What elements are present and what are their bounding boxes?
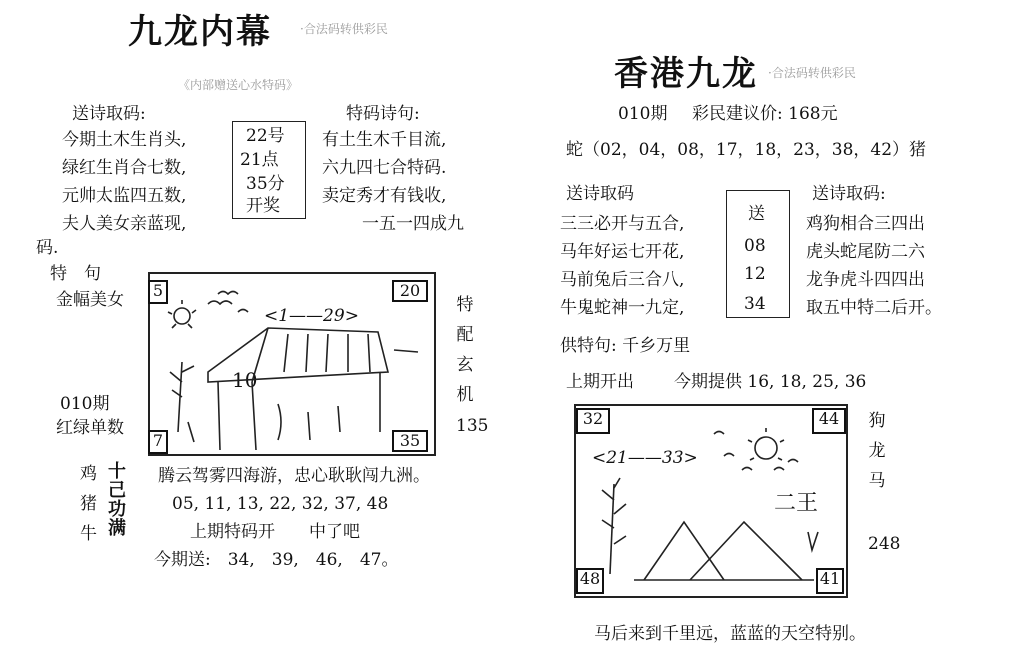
special-phrase-label: 特 句: [50, 264, 101, 284]
mountain-sketch: [574, 404, 844, 594]
right-poem-line-right: 鸡狗相合三四出: [806, 214, 925, 234]
left-poem-label: 送诗取码:: [72, 104, 146, 124]
right-poem-line: 马年好运七开花,: [560, 242, 685, 262]
left-subtitle: ·合法码转供彩民: [300, 22, 388, 36]
left-subheading: 《内部赠送心水特码》: [178, 78, 299, 92]
left-poem-line-right: 有土生木千目流,: [322, 130, 447, 150]
right-poem-label-right: 送诗取码:: [812, 184, 886, 204]
animal: 牛: [80, 524, 97, 544]
left-poem-line-right: 一五一四成九: [362, 214, 464, 234]
side-vertical-text: 特 配 玄 机: [456, 295, 474, 405]
corner-number: 41: [816, 568, 844, 594]
right-title-faint: ·合法码转供彩民: [768, 66, 856, 80]
draw-time-line: 开奖: [246, 196, 280, 216]
corner-number: 5: [148, 280, 168, 304]
left-period: 010期: [60, 394, 110, 414]
right-side-number: 248: [868, 534, 901, 554]
left-poem-line: 元帅太监四五数,: [62, 186, 187, 206]
right-bottom-verse: 马后来到千里远，蓝蓝的天空特别。: [594, 624, 866, 644]
left-numbers: 05, 11, 13, 22, 32, 37, 48: [172, 494, 389, 514]
right-last-line-a: 上期开出: [566, 372, 634, 392]
right-price: 彩民建议价: 168元: [692, 104, 838, 124]
left-last-period: 上期特码开 中了吧: [190, 522, 360, 542]
draw-time-line: 22号: [246, 126, 285, 146]
left-poem-line-right: 卖定秀才有钱收,: [322, 186, 447, 206]
send-box-line: 12: [744, 264, 766, 284]
side-number: 135: [456, 416, 489, 436]
right-title: 香港九龙: [614, 54, 758, 94]
sketch-numbers: <1——29>: [264, 306, 359, 326]
left-poem-line-right: 六九四七合特码.: [322, 158, 447, 178]
house-sketch: [148, 272, 432, 452]
sketch-numbers: <21——33>: [592, 448, 698, 468]
left-poem-label-right: 特码诗句:: [346, 104, 420, 124]
snake-line: 蛇（02，04，08，17，18，23，38，42）猪: [566, 140, 927, 160]
left-send: 今期送: 34, 39, 46, 47。: [154, 550, 399, 570]
right-poem-label: 送诗取码: [566, 184, 634, 204]
send-box-line: 34: [744, 294, 766, 314]
right-side-vertical-text: 狗 龙 马: [868, 411, 886, 491]
left-verse: 腾云驾雾四海游，忠心耿耿闯九洲。: [158, 466, 430, 486]
corner-number: 7: [148, 430, 168, 454]
corner-number: 35: [392, 430, 428, 452]
corner-number: 32: [576, 408, 610, 434]
stacked-phrase: 十 己 功 满: [108, 461, 126, 539]
corner-number: 44: [812, 408, 846, 434]
right-poem-line-right: 龙争虎斗四四出: [806, 270, 925, 290]
animal: 猪: [80, 494, 97, 514]
left-poem-line: 今期土木生肖头,: [62, 130, 187, 150]
send-box-line: 08: [744, 236, 766, 256]
right-last-line-b: 今期提供 16, 18, 25, 36: [674, 372, 867, 392]
corner-number: 48: [576, 568, 604, 594]
right-poem-line: 牛鬼蛇神一九定,: [560, 298, 685, 318]
right-poem-line-right: 虎头蛇尾防二六: [806, 242, 925, 262]
sketch-house-number: 10: [232, 368, 258, 392]
right-poem-line-right: 取五中特二后开。: [806, 298, 942, 318]
right-special-phrase: 供特句: 千乡万里: [560, 336, 691, 356]
right-poem-line: 三三必开与五合,: [560, 214, 685, 234]
draw-time-line: 21点: [240, 150, 279, 170]
corner-number: 20: [392, 280, 428, 302]
left-poem-line: 夫人美女亲蓝现,: [62, 214, 187, 234]
left-title: 九龙内幕: [128, 12, 272, 52]
red-green-odd: 红绿单数: [56, 418, 124, 438]
right-period: 010期: [618, 104, 668, 124]
animal: 鸡: [80, 464, 97, 484]
draw-time-line: 35分: [246, 174, 285, 194]
left-poem-wrap: 码.: [36, 238, 59, 258]
right-poem-line: 马前兔后三合八,: [560, 270, 685, 290]
sketch-glyph: 二王: [774, 491, 819, 516]
left-poem-line: 绿红生肖合七数,: [62, 158, 187, 178]
send-box-line: 送: [748, 204, 765, 224]
special-phrase: 金幅美女: [56, 290, 124, 310]
